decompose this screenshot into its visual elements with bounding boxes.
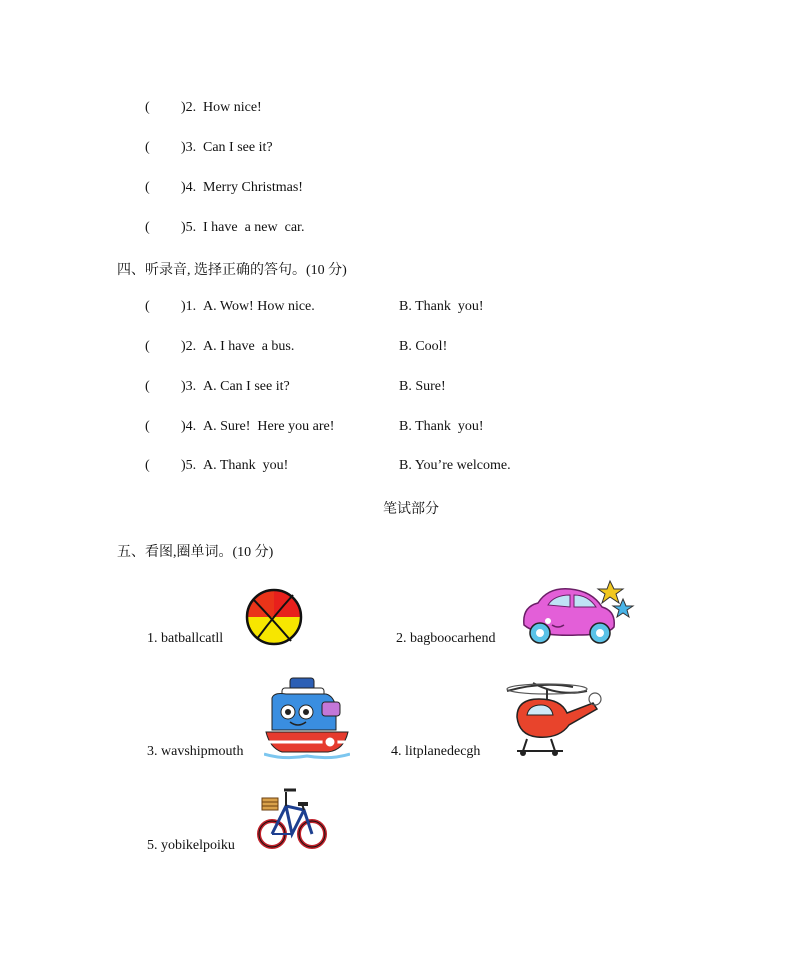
ship-icon: [264, 674, 350, 760]
option-b: B. Cool!: [399, 339, 448, 354]
option-b: B. You’re welcome.: [399, 458, 511, 473]
item-text: How nice!: [203, 100, 262, 115]
item-number: )2.: [181, 339, 197, 354]
word-puzzle-1[interactable]: 1. batballcatll: [147, 631, 224, 646]
option-a: A. Thank you!: [203, 458, 289, 473]
item-number: )3.: [181, 140, 197, 155]
option-a: A. Can I see it?: [203, 379, 290, 394]
item-text: I have a new car.: [203, 220, 305, 235]
answer-blank-open[interactable]: (: [145, 220, 150, 235]
word-puzzle-4[interactable]: 4. litplanedecgh: [391, 744, 481, 759]
bike-icon: [256, 786, 328, 854]
word-puzzle-2[interactable]: 2. bagboocarhend: [396, 631, 496, 646]
plane-icon: [503, 677, 603, 759]
item-number: )3.: [181, 379, 197, 394]
answer-blank-open[interactable]: (: [145, 180, 150, 195]
item-text: Can I see it?: [203, 140, 273, 155]
answer-blank-open[interactable]: (: [145, 458, 150, 473]
answer-blank-open[interactable]: (: [145, 140, 150, 155]
option-a: A. Sure! Here you are!: [203, 419, 335, 434]
part4-heading: 四、听录音, 选择正确的答句。(10 分): [117, 263, 347, 278]
word-puzzle-3[interactable]: 3. wavshipmouth: [147, 744, 244, 759]
item-number: )4.: [181, 180, 197, 195]
word-puzzle-5[interactable]: 5. yobikelpoiku: [147, 838, 235, 853]
option-b: B. Sure!: [399, 379, 446, 394]
written-section-title: 笔试部分: [383, 502, 439, 517]
option-b: B. Thank you!: [399, 419, 484, 434]
item-number: )2.: [181, 100, 197, 115]
answer-blank-open[interactable]: (: [145, 419, 150, 434]
ball-icon: [243, 587, 305, 647]
car-icon: [518, 577, 636, 647]
item-number: )1.: [181, 299, 197, 314]
answer-blank-open[interactable]: (: [145, 299, 150, 314]
answer-blank-open[interactable]: (: [145, 339, 150, 354]
item-number: )4.: [181, 419, 197, 434]
answer-blank-open[interactable]: (: [145, 100, 150, 115]
item-number: )5.: [181, 220, 197, 235]
option-b: B. Thank you!: [399, 299, 484, 314]
item-number: )5.: [181, 458, 197, 473]
item-text: Merry Christmas!: [203, 180, 303, 195]
option-a: A. Wow! How nice.: [203, 299, 315, 314]
option-a: A. I have a bus.: [203, 339, 295, 354]
part5-heading: 五、看图,圈单词。(10 分): [117, 545, 274, 560]
answer-blank-open[interactable]: (: [145, 379, 150, 394]
